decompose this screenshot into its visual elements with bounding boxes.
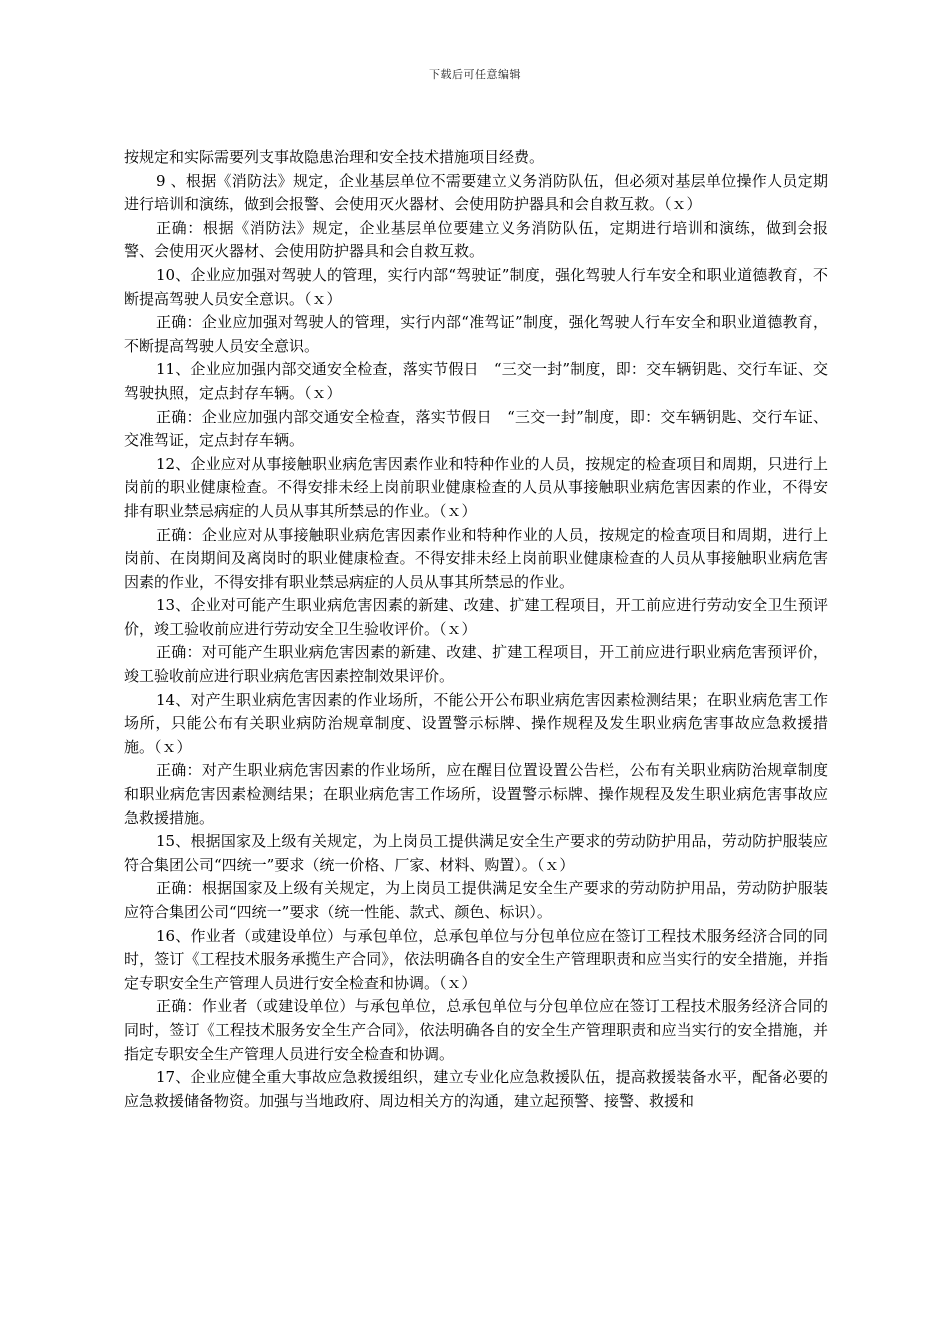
paragraph: 正确：作业者（或建设单位）与承包单位，总承包单位与分包单位应在签订工程技术服务经济合同的同时，签订《工程技术服务安全生产合同》，依法明确各自的安全生产管理职责和应当实行的安全措施，并指定专职安全生产管理人员进行安全检查和协调。: [124, 997, 828, 1063]
paragraph: 正确：企业应加强内部交通安全检查，落实节假日 “三交一封”制度，即：交车辆钥匙、交行车证、交准驾证，定点封存车辆。: [124, 407, 828, 450]
paragraph: 9 、根据《消防法》规定，企业基层单位不需要建立义务消防队伍，但必须对基层单位操作人员定期进行培训和演练，做到会报警、会使用灭火器材、会使用防护器具和会自救互救。（ｘ）: [124, 171, 828, 214]
document-body: [124, 146, 828, 1113]
paragraph: 正确：对产生职业病危害因素的作业场所，应在醒目位置设置公告栏，公布有关职业病防治规章制度和职业病危害因素检测结果；在职业病危害工作场所，设置警示标牌、操作规程及发生职业病危害事故应急救援措施。: [124, 761, 828, 827]
paragraph: 按规定和实际需要列支事故隐患治理和安全技术措施项目经费。: [124, 148, 545, 166]
paragraph: 正确：根据国家及上级有关规定，为上岗员工提供满足安全生产要求的劳动防护用品，劳动防护服装应符合集团公司“四统一”要求（统一性能、款式、颜色、标识）。: [124, 879, 828, 921]
page-header: 下载后可任意编辑: [429, 68, 521, 81]
paragraph: 17、企业应健全重大事故应急救援组织，建立专业化应急救援队伍，提高救援装备水平，配备必要的应急救援储备物资。加强与当地政府、周边相关方的沟通，建立起预警、接警、救援和: [124, 1068, 828, 1110]
paragraph: 正确：企业应加强对驾驶人的管理，实行内部“准驾证”制度，强化驾驶人行车安全和职业道德教育，不断提高驾驶人员安全意识。: [124, 313, 828, 355]
paragraph: 12、企业应对从事接触职业病危害因素作业和特种作业的人员，按规定的检查项目和周期，只进行上岗前的职业健康检查。不得安排未经上岗前职业健康检查的人员从事接触职业病危害因素的作业，不得安排有职业禁忌病症的人员从事其所禁忌的作业。（ｘ）: [124, 454, 828, 520]
paragraph: 14、对产生职业病危害因素的作业场所，不能公开公布职业病危害因素检测结果；在职业病危害工作场所，只能公布有关职业病防治规章制度、设置警示标牌、操作规程及发生职业病危害事故应急救援措施。（ｘ）: [124, 690, 828, 756]
paragraph: 正确：根据《消防法》规定，企业基层单位要建立义务消防队伍，定期进行培训和演练，做到会报警、会使用灭火器材、会使用防护器具和会自救互救。: [124, 218, 828, 261]
paragraph: 11、企业应加强内部交通安全检查，落实节假日 “三交一封”制度，即：交车辆钥匙、交行车证、交驾驶执照，定点封存车辆。（ｘ）: [124, 360, 828, 402]
paragraph: 10、企业应加强对驾驶人的管理，实行内部“驾驶证”制度，强化驾驶人行车安全和职业道德教育，不断提高驾驶人员安全意识。（ｘ）: [124, 265, 828, 308]
paragraph: 正确：对可能产生职业病危害因素的新建、改建、扩建工程项目，开工前应进行职业病危害预评价，竣工验收前应进行职业病危害因素控制效果评价。: [124, 643, 828, 686]
paragraph: 正确：企业应对从事接触职业病危害因素作业和特种作业的人员，按规定的检查项目和周期，进行上岗前、在岗期间及离岗时的职业健康检查。不得安排未经上岗前职业健康检查的人员从事接触职业病危害因素的作业，不得安排有职业禁忌病症的人员从事其所禁忌的作业。: [124, 525, 828, 591]
paragraph: 15、根据国家及上级有关规定，为上岗员工提供满足安全生产要求的劳动防护用品，劳动防护服装应符合集团公司“四统一”要求（统一价格、厂家、材料、购置）。（ｘ）: [124, 832, 828, 874]
paragraph: 13、企业对可能产生职业病危害因素的新建、改建、扩建工程项目，开工前应进行劳动安全卫生预评价，竣工验收前应进行劳动安全卫生验收评价。（ｘ）: [124, 596, 828, 638]
paragraph: 16、作业者（或建设单位）与承包单位，总承包单位与分包单位应在签订工程技术服务经济合同的同时，签订《工程技术服务承揽生产合同》，依法明确各自的安全生产管理职责和应当实行的安全措施，并指定专职安全生产管理人员进行安全检查和协调。（ｘ）: [124, 926, 828, 992]
